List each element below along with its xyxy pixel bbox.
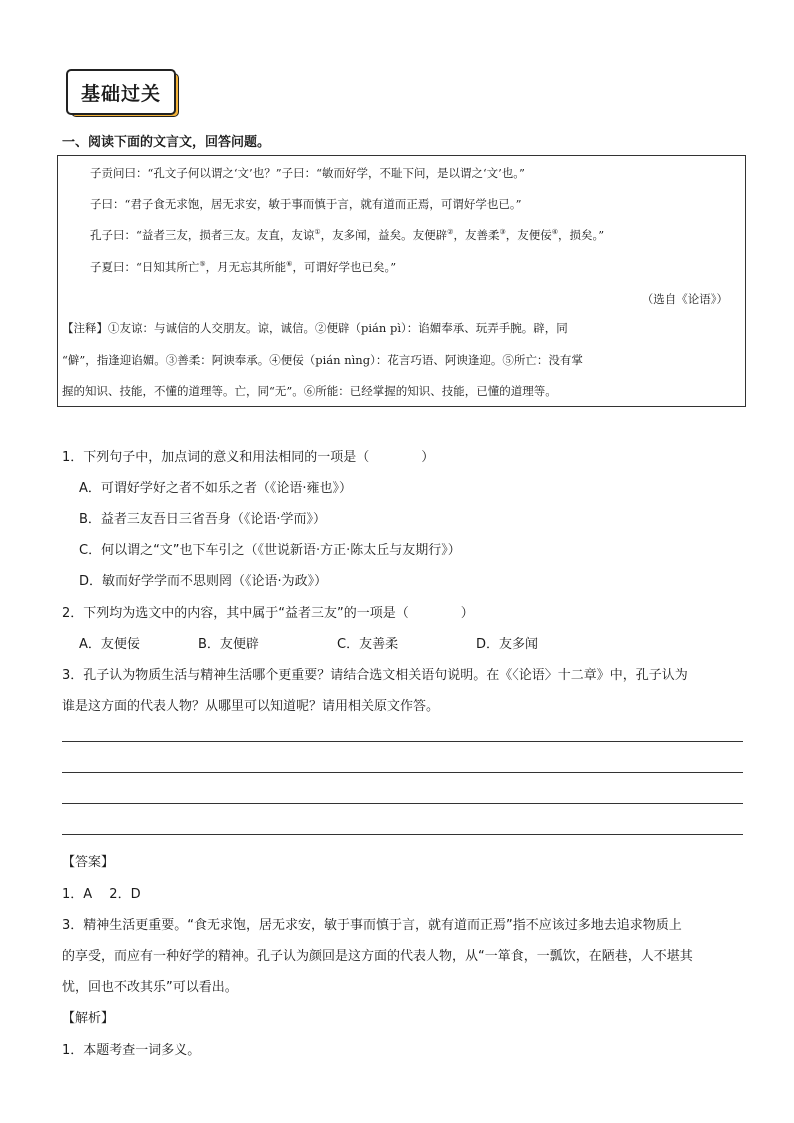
passage-note-3: 握的知识、技能，不懂的道理等。亡，同“无”。⑥所能：已经掌握的知识、技能，已懂的道理等。 (62, 384, 557, 398)
answer-q3-line-3: 忧，回也不改其乐”可以看出。 (62, 980, 238, 995)
q2-option-d: D．友多闻 (476, 637, 539, 652)
q1-option-b: B．益者三友吾日三省吾身（《论语·学而》） (79, 512, 327, 527)
answer-q3-line-2: 的享受，而应有一种好学的精神。孔子认为颜回是这方面的代表人物，从“一箪食，一瓢饮，在陋巷，人不堪其 (62, 949, 693, 964)
passage-note-2: “僻”，指逢迎谄媚。③善柔：阿谀奉承。④便佞（pián nìng）：花言巧语、阿谀逢迎。⑤所亡：没有掌 (62, 353, 583, 367)
q1-option-d: D．敏而好学学而不思则罔（《论语·为政》） (79, 574, 328, 589)
section-badge: 基础过关 (66, 69, 176, 115)
passage-line-2: 子曰：“君子食无求饱，居无求安，敏于事而慎于言，就有道而正焉，可谓好学也已。” (90, 197, 522, 211)
q2-stem: 2．下列均为选文中的内容，其中属于“益者三友”的一项是（ ） (62, 606, 474, 621)
passage-line-3: 孔子曰：“益者三友，损者三友。友直，友谅①，友多闻，益矣。友便辟②，友善柔③，友便佞④，损矣。” (90, 228, 605, 242)
passage-line-4: 子夏曰：“日知其所亡⑤，月无忘其所能⑥，可谓好学也已矣。” (90, 260, 397, 274)
answer-writing-line (62, 803, 743, 804)
passage-note-1: 【注释】①友谅：与诚信的人交朋友。谅，诚信。②便辟（pián pì）：谄媚奉承、玩弄手腕。辟，同 (62, 321, 568, 335)
q1-option-a: A．可谓好学好之者不如乐之者（《论语·雍也》） (79, 481, 353, 496)
passage-box (57, 155, 746, 407)
answer-writing-line (62, 772, 743, 773)
analysis-heading: 【解析】 (62, 1011, 115, 1026)
answer-heading: 【答案】 (62, 855, 115, 870)
q2-option-b: B．友便辟 (198, 637, 259, 652)
passage-source: （选自《论语》） (641, 292, 728, 306)
passage-line-1: 子贡问曰：“孔文子何以谓之‘文’也？”子曰：“敏而好学，不耻下问，是以谓之‘文’也。” (90, 166, 525, 180)
q2-option-c: C．友善柔 (337, 637, 399, 652)
q3-stem-line-2: 谁是这方面的代表人物？从哪里可以知道呢？请用相关原文作答。 (62, 699, 440, 714)
q1-stem: 1．下列句子中，加点词的意义和用法相同的一项是（ ） (62, 450, 435, 465)
analysis-line-1: 1．本题考查一词多义。 (62, 1043, 201, 1058)
q3-stem-line-1: 3．孔子认为物质生活与精神生活哪个更重要？请结合选文相关语句说明。在《〈论语〉十二章》中，孔子认为 (62, 668, 688, 683)
answer-line-1: 1．A 2．D (62, 887, 141, 902)
answer-q3-line-1: 3．精神生活更重要。“食无求饱，居无求安，敏于事而慎于言，就有道而正焉”指不应该过多地去追求物质上 (62, 918, 682, 933)
answer-writing-line (62, 834, 743, 835)
answer-writing-line (62, 741, 743, 742)
question-heading: 一、阅读下面的文言文，回答问题。 (62, 135, 271, 150)
q1-option-c: C．何以谓之“文”也下车引之（《世说新语·方正·陈太丘与友期行》） (79, 543, 461, 558)
q2-option-a: A．友便佞 (79, 637, 140, 652)
